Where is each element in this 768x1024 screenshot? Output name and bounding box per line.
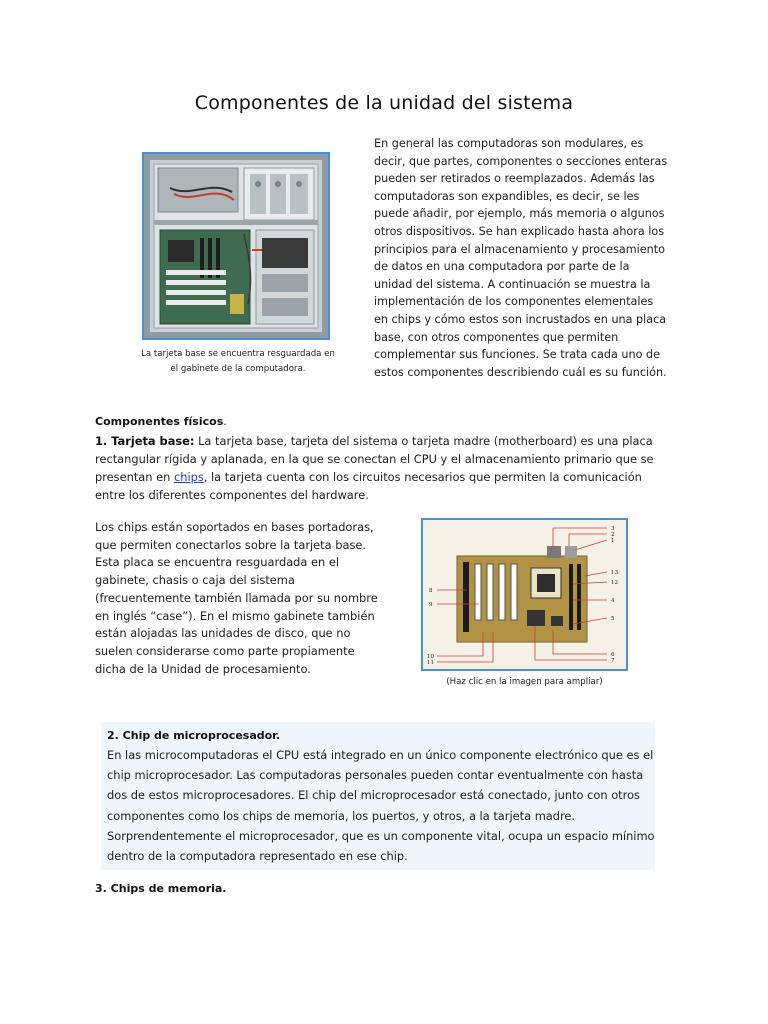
callout-label: 4 [611, 598, 615, 604]
intro-text: En general las computadoras son modulares, es decir, que partes, componentes o secciones enteras pueden ser retirados o reemplazados. Además las computadoras son expandibles, es decir, se les puede añadir, por ejemplo, más memoria o algunos otros dispositivos. Se han explicado hasta ahora los principios para el almacenamiento y procesamiento de datos en una computadora por parte de la unidad del sistema. A continuación se muestra la implementación de los componentes elementales en chips y cómo estos son incrustados en una placa base, con otros componentes que permiten complementar sus funciones. Se trata cada uno de estos componentes describiendo cuál es su función. [374, 137, 668, 379]
callout-label: 9 [429, 602, 433, 608]
motherboard-diagram-image[interactable] [421, 518, 628, 671]
chips-paragraph: Los chips están soportados en bases portadoras, que permiten conectarlos sobre la tarjeta base. Esta placa se encuentra resguardada en el gabinete, chasis o caja del sistema (frecuentemente también llamada por su nombre en inglés “case”). En el mismo gabinete también están alojadas las unidades de disco, que no suelen considerarse como parte propiamente dicha de la Unidad de procesamiento. [95, 520, 378, 676]
callout-label: 1 [611, 538, 615, 544]
callout-label: 10 [427, 654, 434, 660]
callout-label: 6 [611, 652, 615, 658]
memory-chips-heading: 3. Chips de memoria. [95, 882, 227, 895]
chips-link[interactable]: chips [173, 470, 204, 484]
callout-label: 12 [611, 580, 618, 586]
callout-label: 3 [611, 526, 615, 532]
physical-heading-text: Componentes físicos [95, 415, 224, 428]
physical-components-heading [95, 415, 227, 428]
motherboard-paragraph [95, 432, 675, 504]
motherboard-text-a: La tarjeta base, tarjeta del sistema o tarjeta madre (motherboard) es una placa rectangular rígida y aplanada, en la que se conectan el CPU y el almacenamiento primario que se presentan en [95, 434, 654, 484]
callout-label: 11 [427, 660, 434, 666]
callout-label: 8 [429, 588, 433, 594]
motherboard-image-caption: (Haz clic en la imagen para ampliar) [446, 677, 603, 687]
motherboard-illustration [423, 520, 626, 669]
callout-label: 13 [611, 570, 618, 576]
motherboard-text-b: , la tarjeta cuenta con los circuitos necesarios que permiten la comunicación entre los diferentes componentes del hardware. [95, 470, 642, 502]
computer-case-illustration [144, 154, 328, 338]
case-image-caption: La tarjeta base se encuentra resguardada en el gabinete de la computadora. [141, 349, 335, 374]
callout-label: 7 [611, 658, 615, 664]
intro-paragraph [374, 135, 668, 381]
computer-case-image [142, 152, 330, 340]
motherboard-lead: 1. Tarjeta base: [95, 434, 195, 448]
microprocessor-paragraph: En las microcomputadoras el CPU está integrado en un único componente electrónico que es el chip microprocesador. Las computadoras personales pueden contar eventualmente con hasta dos de estos microprocesadores. El chip del microprocesador está conectado, junto con otros componentes como los chips de memoria, los puertos, y otros, a la tarjeta madre. Sorprendentemente el microprocesador, que es un componente vital, ocupa un espacio mínimo dentro de la computadora representado en ese chip. [107, 748, 655, 864]
page-title: Componentes de la unidad del sistema [194, 92, 574, 114]
microprocessor-heading: 2. Chip de microprocesador. [107, 729, 281, 742]
physical-heading-suffix: . [223, 415, 227, 428]
callout-label: 5 [611, 616, 615, 622]
callout-label: 2 [611, 532, 615, 538]
